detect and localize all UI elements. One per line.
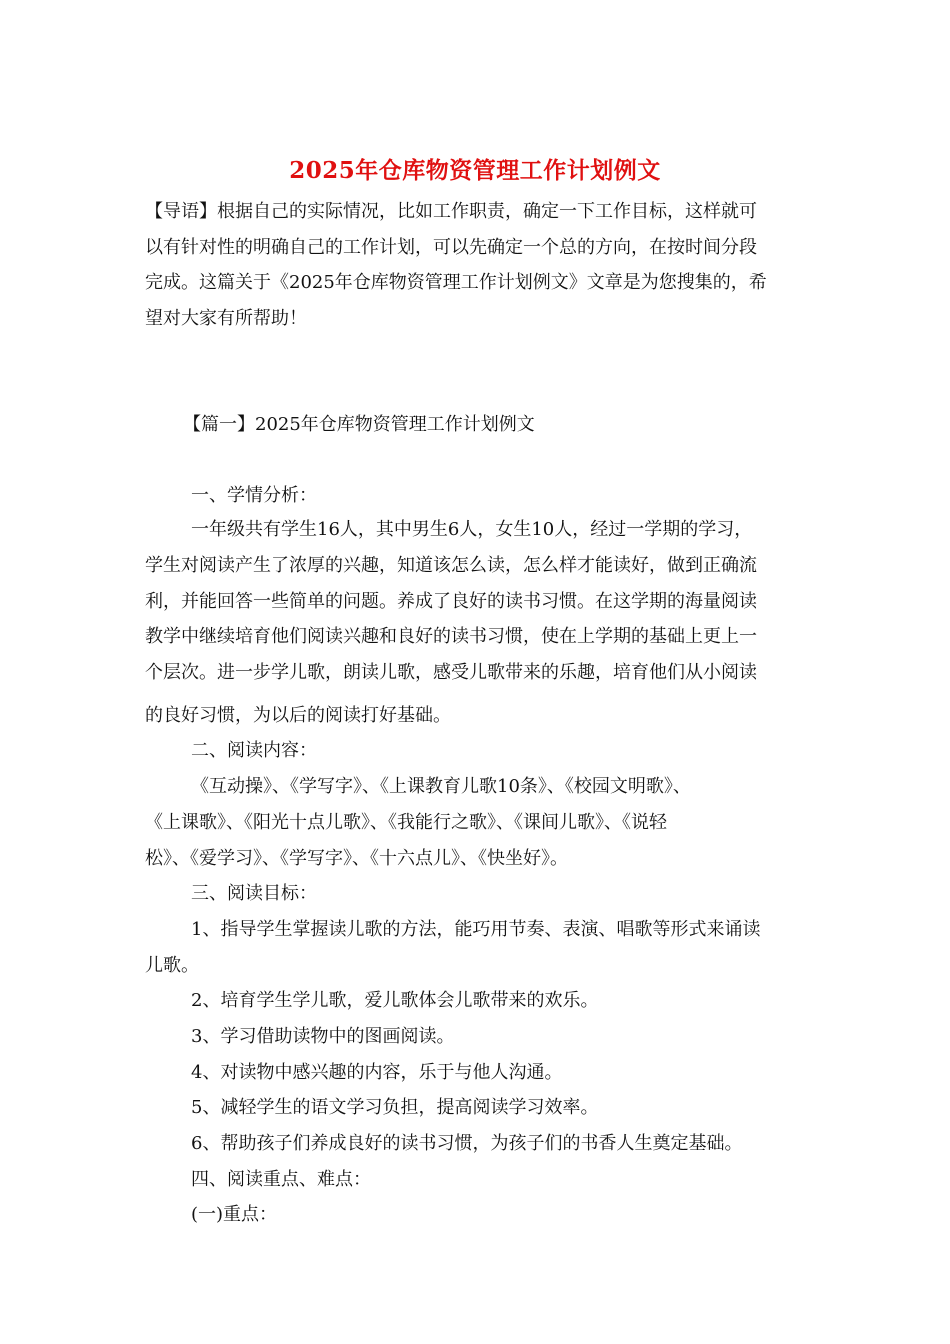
paragraph-line: 《互动操》、《学写字》、《上课教育儿歌10条》、《校园文明歌》、: [191, 776, 691, 797]
document-title: 2025年仓库物资管理工作计划例文: [289, 157, 661, 184]
heading-key-difficult-points: 四、阅读重点、难点：: [191, 1169, 371, 1190]
heading-reading-content: 二、阅读内容：: [191, 740, 317, 761]
paragraph-line: 的良好习惯，为以后的阅读打好基础。: [145, 705, 451, 726]
goal-item: 6、帮助孩子们养成良好的读书习惯，为孩子们的书香人生奠定基础。: [191, 1133, 743, 1154]
goal-item: 5、减轻学生的语文学习负担，提高阅读学习效率。: [191, 1097, 599, 1118]
paragraph-line: 利，并能回答一些简单的问题。养成了良好的读书习惯。在这学期的海量阅读: [145, 591, 757, 612]
paragraph-line: 学生对阅读产生了浓厚的兴趣，知道该怎么读，怎么样才能读好，做到正确流: [145, 555, 757, 576]
goal-item: 1、指导学生掌握读儿歌的方法，能巧用节奏、表演、唱歌等形式来诵读: [191, 919, 761, 940]
intro-paragraph: [145, 194, 805, 336]
goal-item: 4、对读物中感兴趣的内容，乐于与他人沟通。: [191, 1062, 563, 1083]
goal-item: 儿歌。: [145, 955, 199, 976]
section-heading: 【篇一】2025年仓库物资管理工作计划例文: [183, 414, 535, 435]
subheading-key-points: (一)重点：: [191, 1204, 278, 1225]
paragraph-line: 《上课歌》、《阳光十点儿歌》、《我能行之歌》、《课间儿歌》、《说轻: [145, 812, 667, 833]
paragraph-line: 个层次。进一步学儿歌，朗读儿歌，感受儿歌带来的乐趣，培育他们从小阅读: [145, 662, 757, 683]
paragraph-line: 一年级共有学生16人，其中男生6人，女生10人，经过一学期的学习，: [191, 519, 753, 540]
intro-line: 以有针对性的明确自己的工作计划，可以先确定一个总的方向，在按时间分段: [145, 236, 757, 258]
goal-item: 2、培育学生学儿歌，爱儿歌体会儿歌带来的欢乐。: [191, 990, 599, 1011]
intro-line: 完成。这篇关于《2025年仓库物资管理工作计划例文》文章是为您搜集的，希: [145, 272, 767, 293]
paragraph-line: 松》、《爱学习》、《学写字》、《十六点儿》、《快坐好》。: [145, 848, 568, 869]
heading-reading-goals: 三、阅读目标：: [191, 883, 317, 904]
paragraph-line: 教学中继续培育他们阅读兴趣和良好的读书习惯，使在上学期的基础上更上一: [145, 626, 757, 647]
goal-item: 3、学习借助读物中的图画阅读。: [191, 1026, 455, 1047]
intro-line: 望对大家有所帮助！: [145, 307, 307, 329]
intro-line: 【导语】根据自己的实际情况，比如工作职责，确定一下工作目标，这样就可: [145, 201, 757, 222]
heading-study-analysis: 一、学情分析：: [191, 485, 317, 506]
